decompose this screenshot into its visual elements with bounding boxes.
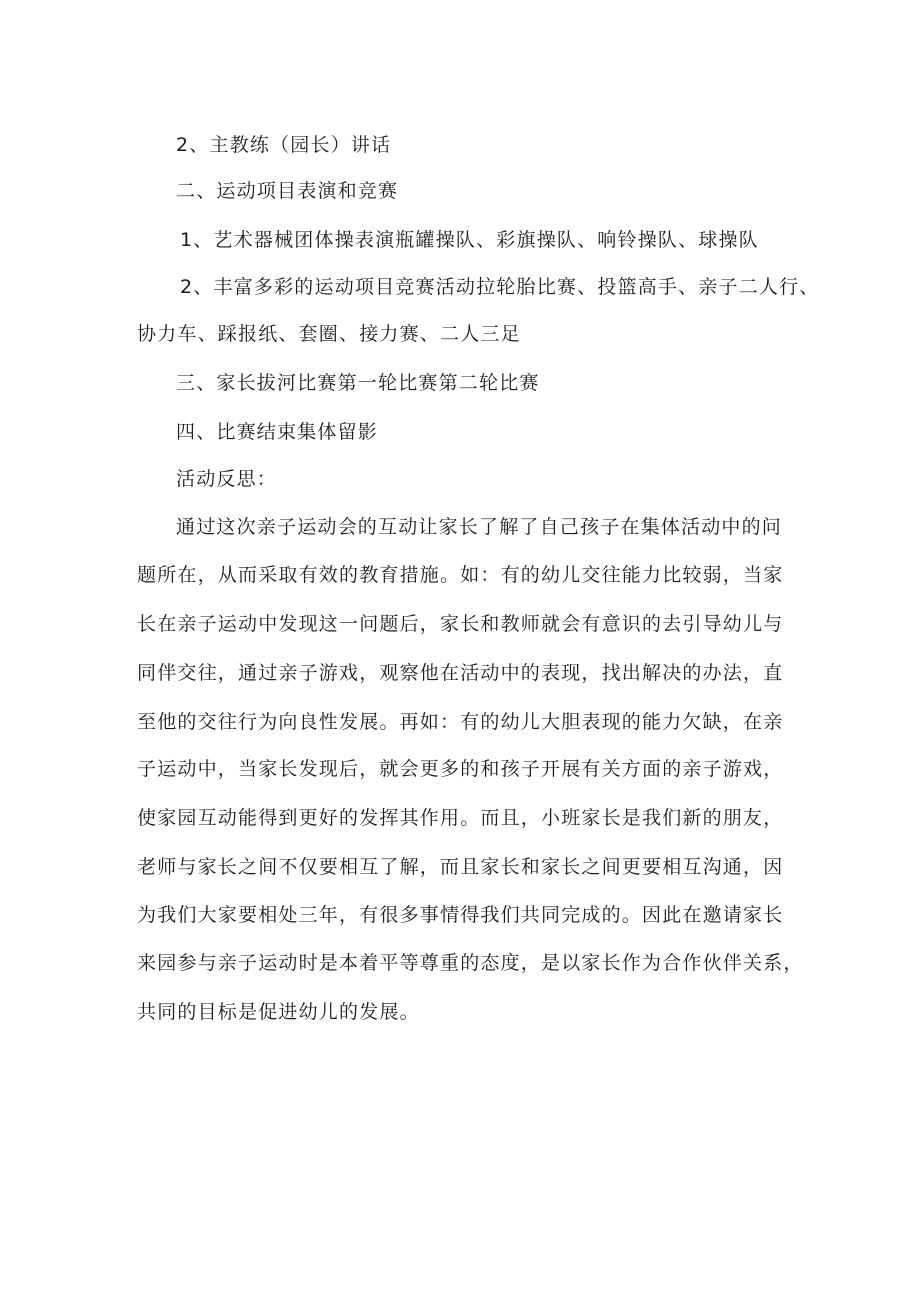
reflection-heading: 活动反思： xyxy=(176,468,278,490)
reflection-paragraph-line: 老师与家长之间不仅要相互了解，而且家长和家长之间更要相互沟通，因 xyxy=(137,856,784,878)
reflection-paragraph-line: 来园参与亲子运动时是本着平等尊重的态度，是以家长作为合作伙伴关系， xyxy=(137,952,804,974)
program-item-speech: 2、主教练（园长）讲话 xyxy=(176,134,392,156)
section-heading-sports: 二、运动项目表演和竞赛 xyxy=(176,180,399,202)
reflection-paragraph-line: 题所在，从而采取有效的教育措施。如：有的幼儿交往能力比较弱，当家 xyxy=(137,564,784,586)
reflection-paragraph-line: 使家园互动能得到更好的发挥其作用。而且，小班家长是我们新的朋友， xyxy=(137,807,784,829)
reflection-paragraph-line: 至他的交往行为向良性发展。再如：有的幼儿大胆表现的能力欠缺，在亲 xyxy=(137,711,784,733)
program-item-competition-cont: 协力车、踩报纸、套圈、接力赛、二人三足 xyxy=(137,323,521,345)
reflection-paragraph-line: 为我们大家要相处三年，有很多事情得我们共同完成的。因此在邀请家长 xyxy=(137,904,784,926)
reflection-paragraph-line: 子运动中，当家长发现后，就会更多的和孩子开展有关方面的亲子游戏， xyxy=(137,758,784,780)
reflection-paragraph-line: 通过这次亲子运动会的互动让家长了解了自己孩子在集体活动中的问 xyxy=(176,516,783,538)
program-item-gymnastics: 1、艺术器械团体操表演瓶罐操队、彩旗操队、响铃操队、球操队 xyxy=(180,229,759,251)
reflection-paragraph-line: 共同的目标是促进幼儿的发展。 xyxy=(137,1001,420,1023)
section-heading-group-photo: 四、比赛结束集体留影 xyxy=(176,421,379,443)
reflection-paragraph-line: 长在亲子运动中发现这一问题后，家长和教师就会有意识的去引导幼儿与 xyxy=(137,613,784,635)
reflection-paragraph-line: 同伴交往，通过亲子游戏，观察他在活动中的表现，找出解决的办法，直 xyxy=(137,662,784,684)
program-item-competition: 2、丰富多彩的运动项目竞赛活动拉轮胎比赛、投篮高手、亲子二人行、 xyxy=(180,276,820,298)
section-heading-tug-of-war: 三、家长拔河比赛第一轮比赛第二轮比赛 xyxy=(176,372,540,394)
